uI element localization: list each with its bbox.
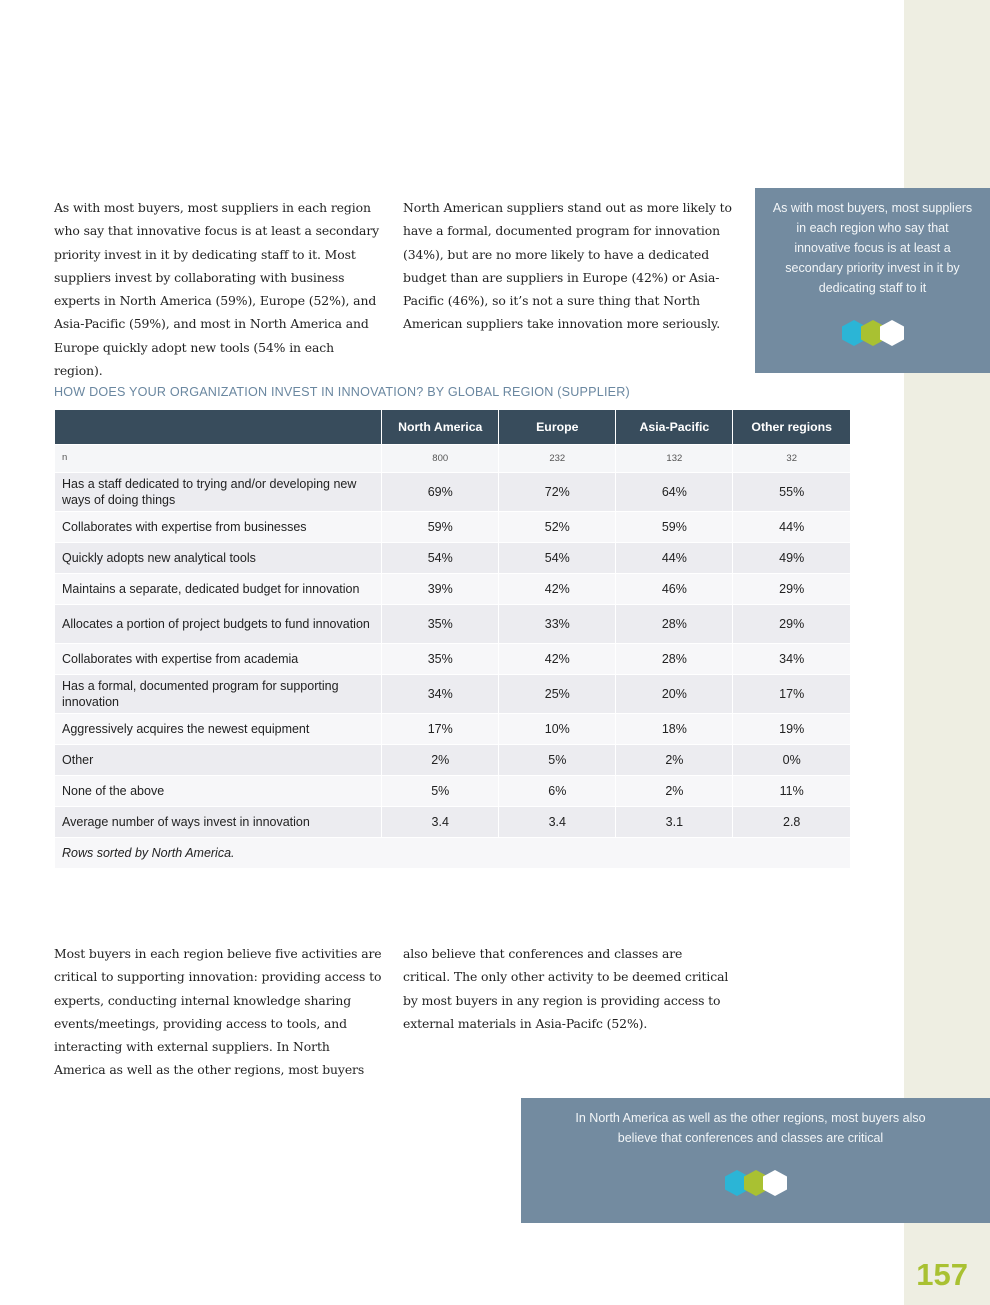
table-row xyxy=(55,675,851,714)
table-cell: Collaborates with expertise from academia xyxy=(55,644,382,675)
table-cell: 42% xyxy=(499,574,616,605)
table-cell: 2.8 xyxy=(733,807,850,838)
table-cell: 19% xyxy=(733,714,850,745)
table-cell: 5% xyxy=(499,745,616,776)
column-header: Asia-Pacific xyxy=(616,410,733,445)
hexagon-white-icon xyxy=(763,1170,787,1196)
column-header: Europe xyxy=(499,410,616,445)
table-cell: Average number of ways invest in innovation xyxy=(55,807,382,838)
table-cell: 18% xyxy=(616,714,733,745)
table-cell: Aggressively acquires the newest equipment xyxy=(55,714,382,745)
table-cell: 29% xyxy=(733,574,850,605)
table-cell: 35% xyxy=(382,605,499,644)
table-cell: 232 xyxy=(499,445,616,473)
table-cell: 3.4 xyxy=(499,807,616,838)
table-cell: 39% xyxy=(382,574,499,605)
table-cell: 17% xyxy=(382,714,499,745)
table-cell: 3.1 xyxy=(616,807,733,838)
pull-quote-bottom-text: In North America as well as the other regions, most buyers also believe that conferences and classes are critical xyxy=(575,1111,926,1145)
sample-size-row xyxy=(55,445,851,473)
outro-paragraph-left: Most buyers in each region believe five activities are critical to supporting innovation: providing access to experts, conducting internal knowledge sharing events/meetings, providing access to tools, and interacting with external suppliers. In North America as well as the other regions, most buyers xyxy=(54,946,382,1078)
table-cell: None of the above xyxy=(55,776,382,807)
table-row xyxy=(55,745,851,776)
table-cell: 44% xyxy=(733,512,850,543)
table-cell: 10% xyxy=(499,714,616,745)
table-cell: 2% xyxy=(616,776,733,807)
table-cell: Other xyxy=(55,745,382,776)
hexagon-white-icon xyxy=(880,320,904,346)
table-cell: 54% xyxy=(382,543,499,574)
table-cell: n xyxy=(55,445,382,473)
table-header-row xyxy=(55,410,851,445)
table-cell: 46% xyxy=(616,574,733,605)
table-cell: 34% xyxy=(733,644,850,675)
table-cell: 29% xyxy=(733,605,850,644)
table-cell: 34% xyxy=(382,675,499,714)
table-title: HOW DOES YOUR ORGANIZATION INVEST IN INNOVATION? BY GLOBAL REGION (SUPPLIER) xyxy=(54,385,630,399)
table-row xyxy=(55,605,851,644)
pull-quote-bottom xyxy=(521,1098,990,1223)
table-cell: 25% xyxy=(499,675,616,714)
table-cell: Has a staff dedicated to trying and/or developing new ways of doing things xyxy=(55,473,382,512)
column-header xyxy=(55,410,382,445)
pull-quote-top xyxy=(755,188,990,373)
intro-paragraph-left: As with most buyers, most suppliers in each region who say that innovative focus is at least a secondary priority invest in it by dedicating staff to it. Most suppliers invest by collaborating with business experts in North America (59%), Europe (52%), and Asia-Pacific (59%), and most in North America and Europe quickly adopt new tools (54% in each region). xyxy=(54,200,380,379)
table-cell: 2% xyxy=(382,745,499,776)
table-row xyxy=(55,512,851,543)
intro-paragraph-right: North American suppliers stand out as more likely to have a formal, documented program for innovation (34%), but are no more likely to have a dedicated budget than are suppliers in Europe (42%) or Asia-Pacific (46%), so it’s not a sure thing that North American suppliers take innovation more seriously. xyxy=(403,200,732,332)
hexagon-icons xyxy=(725,1170,787,1196)
table-cell: Allocates a portion of project budgets to fund innovation xyxy=(55,605,382,644)
table-cell: 0% xyxy=(733,745,850,776)
column-header: Other regions xyxy=(733,410,850,445)
table-cell: 132 xyxy=(616,445,733,473)
table-cell: 49% xyxy=(733,543,850,574)
table-cell: 59% xyxy=(382,512,499,543)
table-note-row xyxy=(55,838,851,869)
table-row xyxy=(55,644,851,675)
table-cell: 2% xyxy=(616,745,733,776)
table-row xyxy=(55,473,851,512)
table-cell: 72% xyxy=(499,473,616,512)
table-cell: 800 xyxy=(382,445,499,473)
table-note: Rows sorted by North America. xyxy=(55,838,851,869)
table-cell: 52% xyxy=(499,512,616,543)
outro-paragraph-right: also believe that conferences and classes are critical. The only other activity to be deemed critical by most buyers in any region is providing access to external materials in Asia-Pacifc (52%). xyxy=(403,946,729,1031)
table-cell: Maintains a separate, dedicated budget for innovation xyxy=(55,574,382,605)
table-cell: 3.4 xyxy=(382,807,499,838)
table-cell: 5% xyxy=(382,776,499,807)
table-cell: 20% xyxy=(616,675,733,714)
table-cell: 6% xyxy=(499,776,616,807)
pull-quote-top-text: As with most buyers, most suppliers in each region who say that innovative focus is at least a secondary priority invest in it by dedicating staff to it xyxy=(772,201,973,295)
table-cell: 11% xyxy=(733,776,850,807)
table-row xyxy=(55,776,851,807)
table-cell: 35% xyxy=(382,644,499,675)
table-cell: 64% xyxy=(616,473,733,512)
hexagon-icons xyxy=(842,320,904,346)
table-row xyxy=(55,543,851,574)
table-cell: Has a formal, documented program for supporting innovation xyxy=(55,675,382,714)
table-cell: 54% xyxy=(499,543,616,574)
table-cell: 33% xyxy=(499,605,616,644)
table-cell: 42% xyxy=(499,644,616,675)
column-header: North America xyxy=(382,410,499,445)
table-cell: 69% xyxy=(382,473,499,512)
table-cell: Quickly adopts new analytical tools xyxy=(55,543,382,574)
innovation-investment-table xyxy=(54,410,850,868)
table-cell: 44% xyxy=(616,543,733,574)
table-row xyxy=(55,807,851,838)
table-cell: 59% xyxy=(616,512,733,543)
table-cell: 55% xyxy=(733,473,850,512)
table-cell: 28% xyxy=(616,605,733,644)
table-cell: Collaborates with expertise from businesses xyxy=(55,512,382,543)
table-cell: 28% xyxy=(616,644,733,675)
page-number: 157 xyxy=(916,1257,968,1292)
table-cell: 17% xyxy=(733,675,850,714)
table-row xyxy=(55,574,851,605)
table-row xyxy=(55,714,851,745)
table-cell: 32 xyxy=(733,445,850,473)
